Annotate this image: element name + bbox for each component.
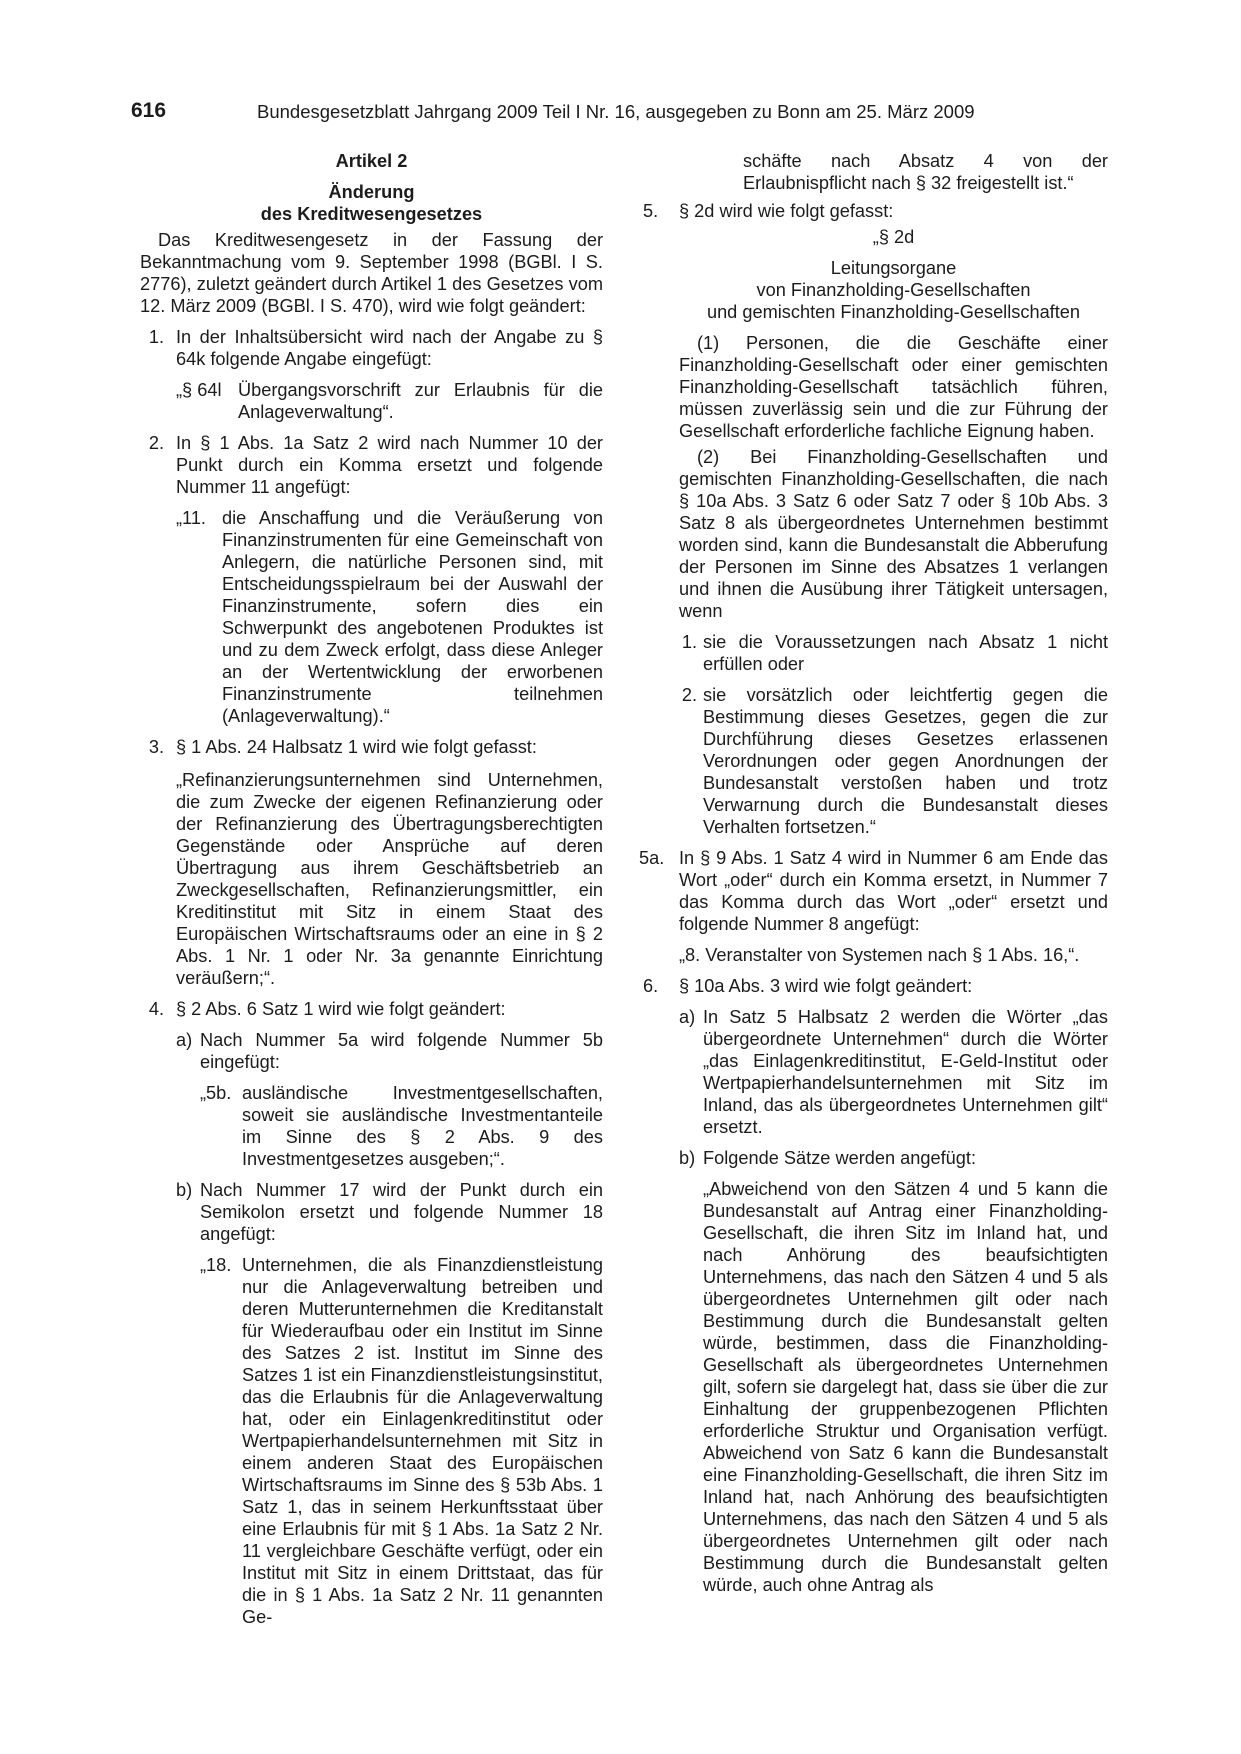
right-column [639,150,1108,1596]
list-item [140,326,603,370]
item-number: 5. [643,201,659,221]
quoted-entry [176,507,603,727]
item-number: 6. [643,976,659,996]
article-title-line-2: des Kreditwesengesetzes [260,204,483,224]
section-title-line-2: von Finanzholding-Gesellschaften [756,280,1031,300]
item-text: § 2d wird wie folgt gefasst: [679,201,894,221]
item-number: 1. [681,632,697,652]
sub-item-text: Nach Nummer 5a wird folgende Nummer 5b eingefügt: [200,1030,603,1072]
item-number: 1. [148,327,164,347]
item-number: 3. [148,737,164,757]
item-number: 4. [148,999,164,1019]
item-number: 2. [681,685,697,705]
sub-item [176,1179,603,1245]
sub-item [679,1147,1108,1169]
intro-paragraph: Das Kreditwesengesetz in der Fassung der Bekanntmachung vom 9. September 1998 (BGBl. I S. 2776), zuletzt geändert durch Artikel 1 des Gesetzes vom 12. März 2009 (BGBl. I S. 470), wird wie folgt geändert: [140,230,603,316]
section-paragraph-2: (2) Bei Finanzholding-Gesellschaften und gemischten Finanzholding-Gesellschaften, die nach § 10a Abs. 3 Satz 6 oder Satz 7 oder § 10b Abs. 3 Satz 8 als übergeordnetes Unternehmen bestimmt worden sind, kann die Bundesanstalt die Abberufung der Personen im Sinne des Absatzes 1 verlangen und ihnen die Ausübung ihrer Tätigkeit untersagen, wenn [679,447,1108,621]
item-number: 2. [148,433,164,453]
quoted-entry [176,379,603,423]
quote-paragraph: „Abweichend von den Sätzen 4 und 5 kann die Bundesanstalt auf Antrag einer Finanzholding-Gesellschaft, die ihren Sitz im Inland hat, und nach Anhörung des beaufsichtigten Unternehmens, das nach den Sätzen 4 und 5 als übergeordnetes Unternehmen gilt oder nach Bestimmung durch die Bundesanstalt gelten würde, bestimmen, dass die Finanzholding-Gesellschaft als übergeordnetes Unternehmen gilt, sofern sie dargelegt hat, dass sie über die zur Einhaltung der gruppenbezogenen Pflichten erforderliche Struktur und Organisation verfügt. Abweichend von Satz 6 kann die Bundesanstalt eine Finanzholding-Gesellschaft, die ihren Sitz im Inland hat, nach Anhörung des beaufsichtigten Unternehmens, das nach den Sätzen 4 und 5 als übergeordnetes Unternehmen gilt oder nach Bestimmung durch die Bundesanstalt gelten würde, auch ohne Antrag als [703,1179,1108,1595]
list-item [643,975,1108,997]
sub-item-text: In Satz 5 Halbsatz 2 werden die Wörter „das übergeordnete Unternehmen“ durch die Wörter „das Einlagenkreditinstitut, E-Geld-Institut oder Wertpapierhandelsunternehmen mit Sitz im Inland, das als übergeordnetes Unternehmen gilt“ ersetzt. [703,1007,1108,1137]
quoted-entry [200,1254,603,1628]
list-item [140,432,603,498]
quote-text: ausländische Investmentgesellschaften, soweit sie ausländische Investmentanteile im Sinne des § 2 Abs. 9 des Investmentgesetzes ausgeben;“. [242,1083,603,1169]
quote-label: „§ 64l [176,380,222,400]
item-text: § 10a Abs. 3 wird wie folgt geändert: [679,976,973,996]
section-title-line-1: Leitungsorgane [830,258,957,278]
item-text: § 2 Abs. 6 Satz 1 wird wie folgt geändert: [176,999,506,1019]
item-text: In § 1 Abs. 1a Satz 2 wird nach Nummer 10 der Punkt durch ein Komma ersetzt und folgende Nummer 11 angefügt: [176,433,603,497]
quote-label: „5b. [200,1083,232,1103]
list-item [639,847,1108,935]
article-title-line-1: Änderung [328,182,415,202]
running-head: Bundesgesetzblatt Jahrgang 2009 Teil I Nr. 16, ausgegeben zu Bonn am 25. März 2009 [257,101,975,122]
sub-item-letter: a) [679,1007,696,1027]
sub-item-text: Folgende Sätze werden angefügt: [703,1148,977,1168]
quote-label: „11. [176,508,206,528]
page-number: 616 [131,99,167,122]
item-number: 5a. [639,848,665,868]
list-item [140,736,603,758]
quoted-entry [200,1082,603,1170]
item-text: In § 9 Abs. 1 Satz 4 wird in Nummer 6 am Ende das Wort „oder“ durch ein Komma ersetzt, in Nummer 7 das Komma durch das Wort „oder“ ersetzt und folgende Nummer 8 angefügt: [679,848,1108,934]
list-item [679,684,1108,838]
list-item [679,631,1108,675]
article-heading: Artikel 2 [335,151,408,171]
quote-text: die Anschaffung und die Veräußerung von Finanzinstrumenten für eine Gemeinschaft von Anlegern, die natürliche Personen sind, mit Entscheidungsspielraum bei der Auswahl der Finanzinstrumente, sofern dies ein Schwerpunkt des angebotenen Produktes ist und zu dem Zweck erfolgt, dass diese Anleger an der Wertentwicklung der erworbenen Finanzinstrumente teilnehmen (Anlageverwaltung).“ [222,508,603,726]
section-paragraph-1: (1) Personen, die die Geschäfte einer Finanzholding-Gesellschaft oder einer gemischten Finanzholding-Gesellschaft tatsächlich führen, müssen zuverlässig sein und die zur Führung der Gesellschaft erforderliche fachliche Eignung haben. [679,333,1108,441]
sub-item [176,1029,603,1073]
continued-text: schäfte nach Absatz 4 von der Erlaubnispflicht nach § 32 freigestellt ist.“ [743,151,1108,193]
quote-text: Unternehmen, die als Finanzdienstleistung nur die Anlageverwaltung betreiben und deren Mutterunternehmen die Kreditanstalt für Wiederaufbau oder ein Institut im Sinne des Satzes 2 ist. Institut im Sinne des Satzes 1 ist ein Finanzdienstleistungsinstitut, das die Erlaubnis für die Anlageverwaltung hat, oder ein Einlagenkreditinstitut oder Wertpapierhandelsunternehmen mit Sitz in einem anderen Staat des Europäischen Wirtschaftsraums im Sinne des § 53b Abs. 1 Satz 1, das in seinem Herkunftsstaat über eine Erlaubnis für mit § 1 Abs. 1a Satz 2 Nr. 11 vergleichbare Geschäfte verfügt, oder ein Institut mit Sitz in einem Drittstaat, das für die in § 1 Abs. 1a Satz 2 Nr. 11 genannten Ge- [242,1255,603,1627]
item-text: In der Inhaltsübersicht wird nach der Angabe zu § 64k folgende Angabe eingefügt: [176,327,603,369]
quote-paragraph: „Refinanzierungsunternehmen sind Unternehmen, die zum Zwecke der eigenen Refinanzierung oder der Refinanzierung des Übertragungsberechtigten Gegenstände oder Ansprüche auf deren Übertragung aus ihrem Geschäftsbetrieb an Zweckgesellschaften, Refinanzierungsmittler, ein Kreditinstitut mit Sitz in einem Staat des Europäischen Wirtschaftsraums oder an eine in § 2 Abs. 1 Nr. 1 oder Nr. 3a genannte Einrichtung veräußern;“. [176,770,603,988]
item-text: sie vorsätzlich oder leichtfertig gegen die Bestimmung dieses Gesetzes, gegen die zur Durchführung dieses Gesetzes erlassenen Verordnungen oder gegen Anordnungen der Bundesanstalt verstoßen haben und trotz Verwarnung durch die Bundesanstalt dieses Verhalten fortsetzen.“ [703,685,1108,837]
quote-paragraph: „8. Veranstalter von Systemen nach § 1 Abs. 16,“. [679,945,1080,965]
sub-item-letter: b) [679,1148,696,1168]
sub-item-letter: a) [176,1030,193,1050]
left-column [140,150,603,1628]
quote-text: Übergangsvorschrift zur Erlaubnis für die Anlageverwaltung“. [238,380,603,422]
page-header [131,100,1111,126]
section-title-line-3: und gemischten Finanzholding-Gesellschaften [706,302,1081,322]
sub-item-text: Nach Nummer 17 wird der Punkt durch ein Semikolon ersetzt und folgende Nummer 18 angefügt: [200,1180,603,1244]
sub-item [679,1006,1108,1138]
quote-label: „18. [200,1255,232,1275]
item-text: sie die Voraussetzungen nach Absatz 1 nicht erfüllen oder [703,632,1108,674]
list-item [643,200,1108,222]
item-text: § 1 Abs. 24 Halbsatz 1 wird wie folgt gefasst: [176,737,537,757]
list-item [140,998,603,1020]
section-label: „§ 2d [872,227,915,247]
sub-item-letter: b) [176,1180,193,1200]
